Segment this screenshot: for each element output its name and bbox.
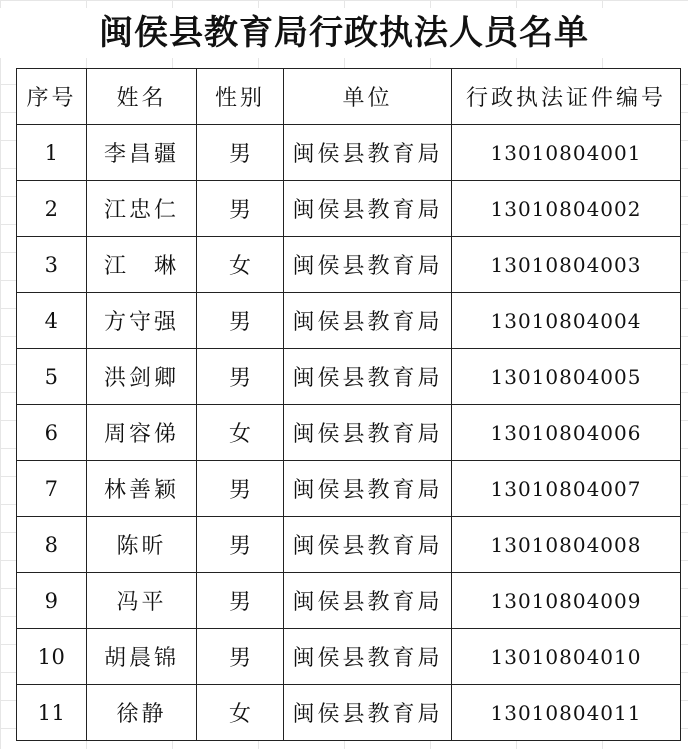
cell-certificate-number: 13010804009 [452, 573, 681, 629]
cell-unit: 闽侯县教育局 [284, 349, 452, 405]
cell-certificate-number: 13010804005 [452, 349, 681, 405]
cell-unit: 闽侯县教育局 [284, 237, 452, 293]
header-gender: 性别 [197, 69, 284, 125]
table-row [17, 293, 681, 349]
header-name: 姓名 [87, 69, 197, 125]
table-row [17, 517, 681, 573]
cell-serial-number: 4 [17, 293, 87, 349]
cell-gender: 女 [197, 685, 284, 741]
table-row [17, 349, 681, 405]
table-row [17, 685, 681, 741]
cell-unit: 闽侯县教育局 [284, 405, 452, 461]
cell-certificate-number: 13010804003 [452, 237, 681, 293]
table-row [17, 405, 681, 461]
table-header-row [17, 69, 681, 125]
cell-name: 江 琳 [87, 237, 197, 293]
cell-unit: 闽侯县教育局 [284, 461, 452, 517]
cell-gender: 女 [197, 405, 284, 461]
header-serial-number: 序号 [17, 69, 87, 125]
table-row [17, 461, 681, 517]
cell-name: 方守强 [87, 293, 197, 349]
table-row [17, 237, 681, 293]
cell-name: 周容俤 [87, 405, 197, 461]
cell-serial-number: 11 [17, 685, 87, 741]
cell-certificate-number: 13010804008 [452, 517, 681, 573]
cell-serial-number: 5 [17, 349, 87, 405]
cell-gender: 男 [197, 461, 284, 517]
cell-certificate-number: 13010804004 [452, 293, 681, 349]
cell-unit: 闽侯县教育局 [284, 181, 452, 237]
cell-unit: 闽侯县教育局 [284, 517, 452, 573]
cell-name: 徐静 [87, 685, 197, 741]
page-title: 闽侯县教育局行政执法人员名单 [0, 8, 688, 58]
cell-gender: 男 [197, 293, 284, 349]
header-unit: 单位 [284, 69, 452, 125]
cell-serial-number: 8 [17, 517, 87, 573]
table-row [17, 125, 681, 181]
cell-serial-number: 2 [17, 181, 87, 237]
cell-serial-number: 7 [17, 461, 87, 517]
cell-certificate-number: 13010804002 [452, 181, 681, 237]
cell-serial-number: 1 [17, 125, 87, 181]
cell-name: 李昌疆 [87, 125, 197, 181]
cell-name: 江忠仁 [87, 181, 197, 237]
cell-name: 林善颖 [87, 461, 197, 517]
cell-unit: 闽侯县教育局 [284, 125, 452, 181]
table-row [17, 181, 681, 237]
cell-gender: 男 [197, 349, 284, 405]
cell-gender: 男 [197, 629, 284, 685]
cell-gender: 男 [197, 125, 284, 181]
cell-gender: 女 [197, 237, 284, 293]
cell-serial-number: 6 [17, 405, 87, 461]
cell-gender: 男 [197, 181, 284, 237]
table-row [17, 573, 681, 629]
cell-certificate-number: 13010804010 [452, 629, 681, 685]
cell-gender: 男 [197, 573, 284, 629]
cell-serial-number: 10 [17, 629, 87, 685]
cell-certificate-number: 13010804007 [452, 461, 681, 517]
cell-certificate-number: 13010804001 [452, 125, 681, 181]
cell-unit: 闽侯县教育局 [284, 685, 452, 741]
cell-unit: 闽侯县教育局 [284, 573, 452, 629]
cell-serial-number: 3 [17, 237, 87, 293]
cell-unit: 闽侯县教育局 [284, 629, 452, 685]
cell-name: 陈昕 [87, 517, 197, 573]
cell-certificate-number: 13010804006 [452, 405, 681, 461]
cell-gender: 男 [197, 517, 284, 573]
cell-name: 冯平 [87, 573, 197, 629]
cell-unit: 闽侯县教育局 [284, 293, 452, 349]
header-certificate-number: 行政执法证件编号 [452, 69, 681, 125]
cell-serial-number: 9 [17, 573, 87, 629]
personnel-table [16, 68, 681, 741]
cell-name: 胡晨锦 [87, 629, 197, 685]
cell-name: 洪剑卿 [87, 349, 197, 405]
cell-certificate-number: 13010804011 [452, 685, 681, 741]
table-row [17, 629, 681, 685]
